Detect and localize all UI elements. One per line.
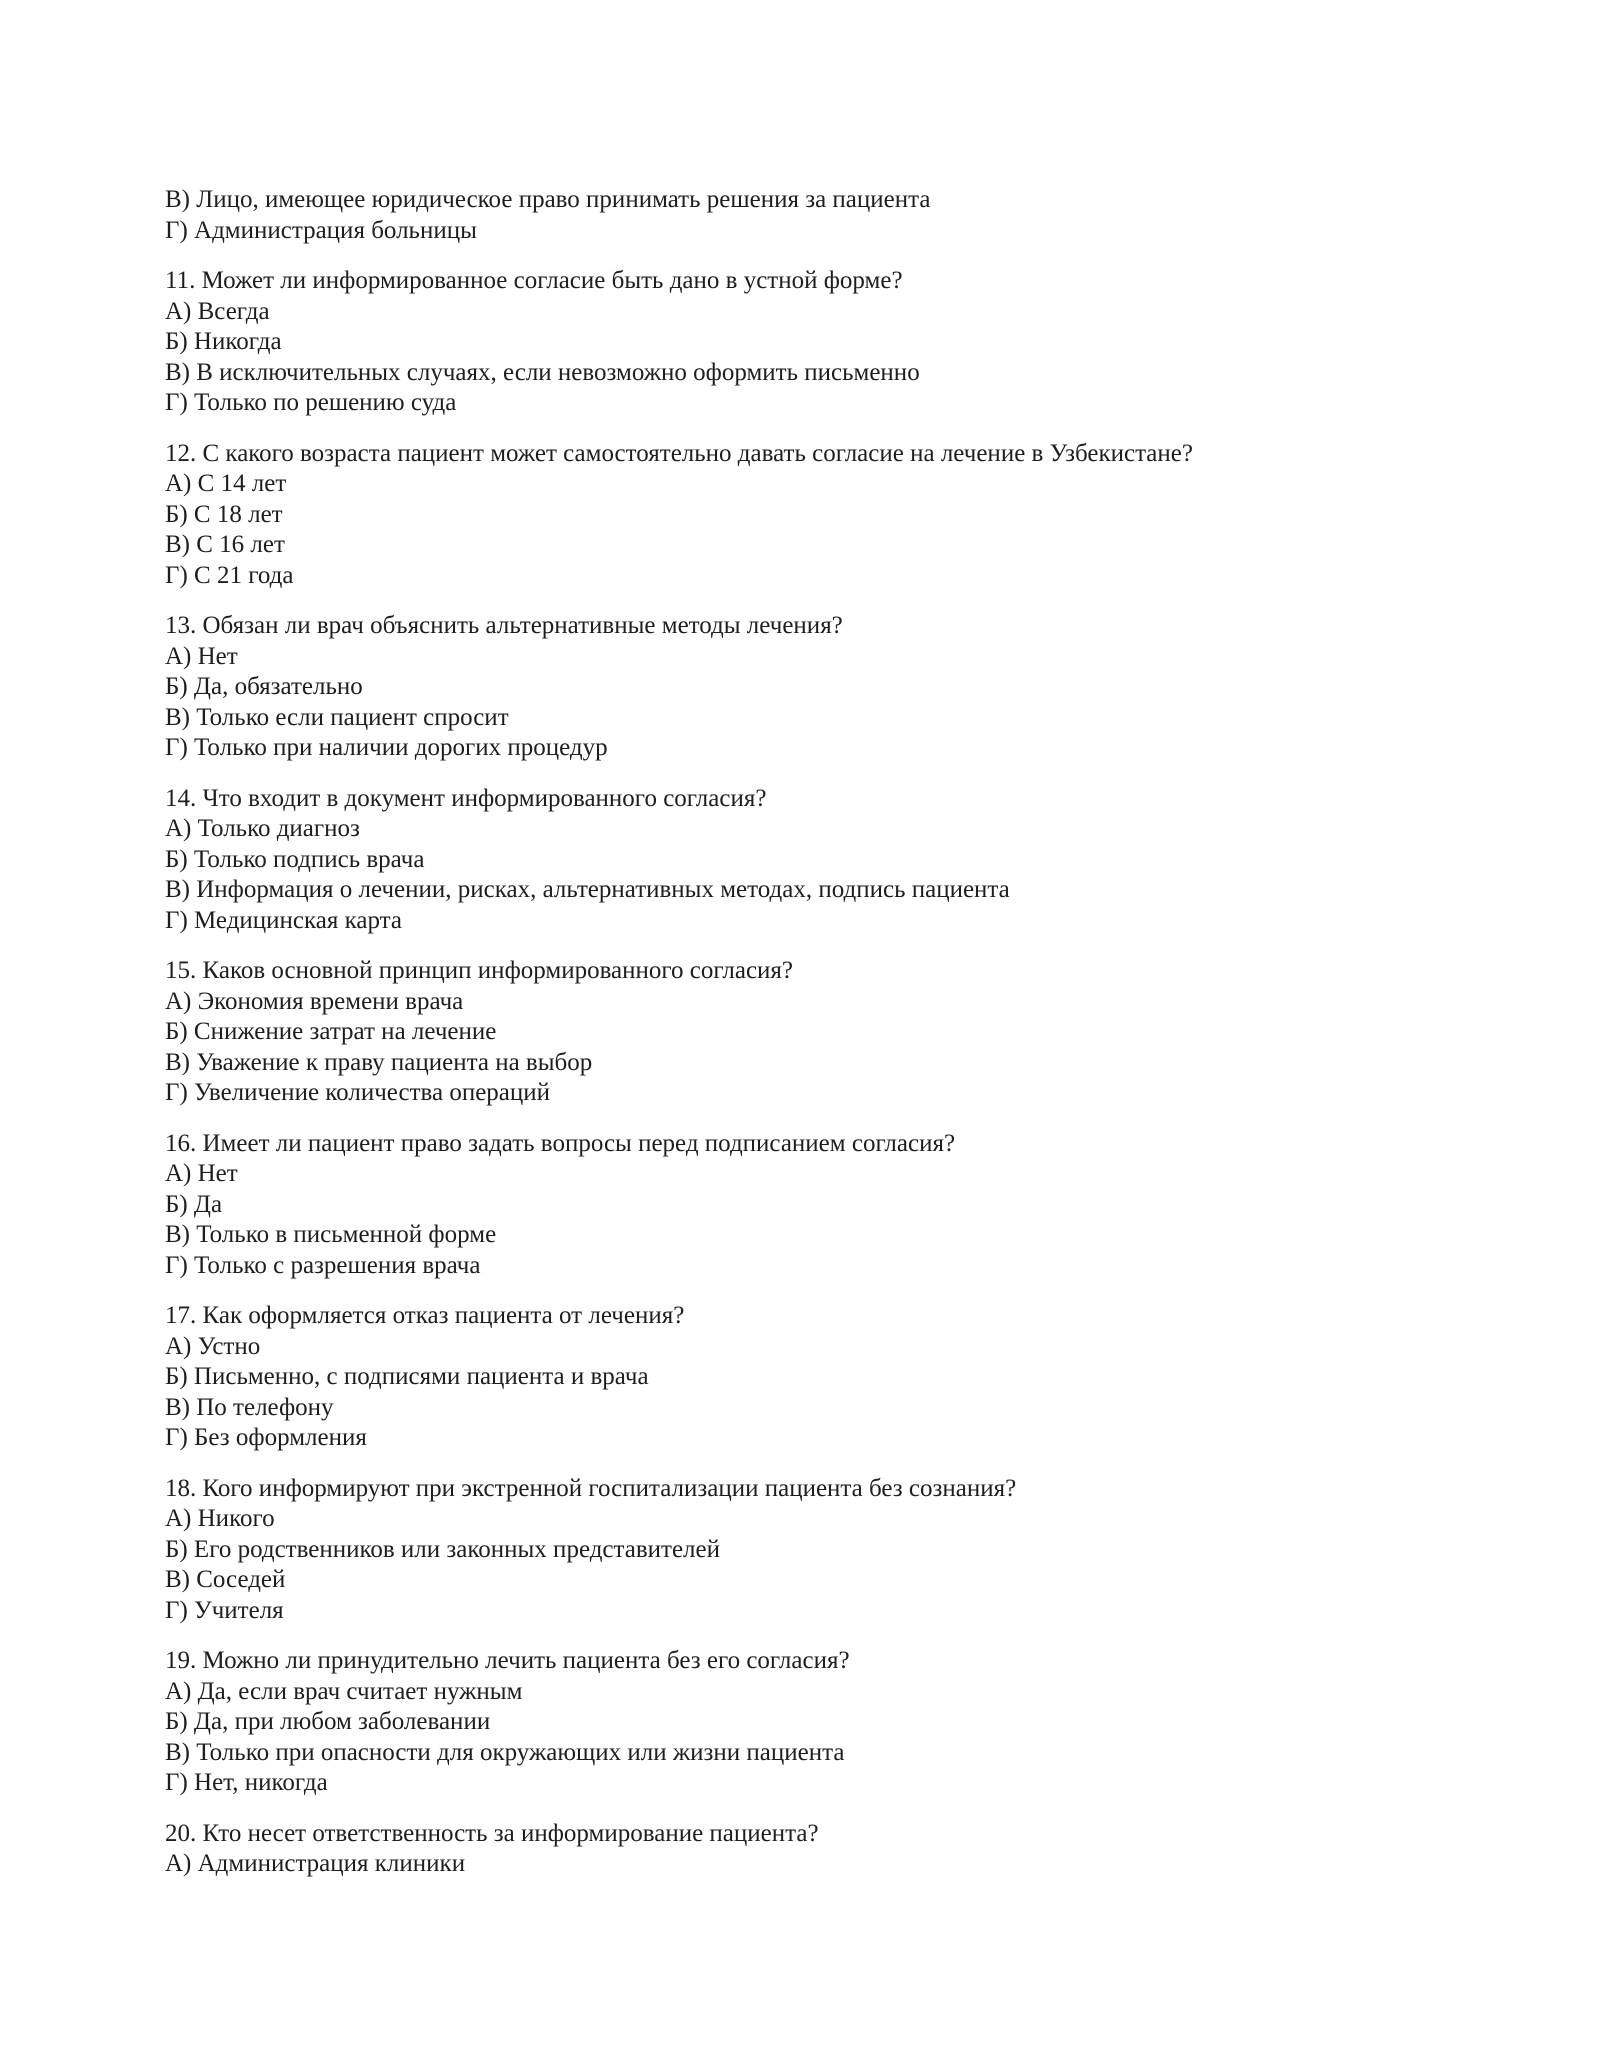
answer-option: Б) Его родственников или законных представителей — [165, 1535, 721, 1563]
answer-option: А) Администрация клиники — [165, 1850, 466, 1877]
answer-option: В) Уважение к праву пациента на выбор — [165, 1048, 593, 1076]
answer-option: Б) Да, обязательно — [165, 673, 363, 700]
answer-option: А) Нет — [165, 642, 238, 670]
question-text: 13. Обязан ли врач объяснить альтернативные методы лечения? — [165, 612, 843, 639]
answer-option: Б) Письменно, с подписями пациента и врача — [165, 1363, 649, 1390]
answer-option: А) Нет — [165, 1160, 238, 1187]
answer-option: В) Информация о лечении, рисках, альтернативных методах, подпись пациента — [165, 876, 1010, 903]
question-block-15 — [165, 956, 1465, 1109]
answer-option: А) С 14 лет — [165, 470, 287, 497]
answer-option: Б) Только подпись врача — [165, 845, 425, 873]
answer-option: Г) Без оформления — [165, 1424, 367, 1451]
answer-option: Г) Администрация больницы — [165, 216, 477, 244]
question-block-14 — [165, 784, 1465, 937]
answer-option: Г) Учителя — [165, 1596, 284, 1624]
answer-option: В) Соседей — [165, 1566, 286, 1593]
answer-option: Г) Нет, никогда — [165, 1769, 328, 1796]
question-text: 14. Что входит в документ информированного согласия? — [165, 784, 767, 812]
question-block-17 — [165, 1301, 1465, 1454]
answer-option: Г) Увеличение количества операций — [165, 1079, 551, 1106]
answer-option: В) По телефону — [165, 1393, 334, 1421]
answer-option: Г) С 21 года — [165, 561, 294, 589]
question-block-20 — [165, 1819, 1465, 1880]
question-block-19 — [165, 1646, 1465, 1799]
answer-option: А) Экономия времени врача — [165, 987, 464, 1015]
answer-option: А) Всегда — [165, 297, 270, 325]
answer-option: Г) Только при наличии дорогих процедур — [165, 734, 608, 761]
question-text: 15. Каков основной принцип информированного согласия? — [165, 957, 794, 984]
answer-option: А) Да, если врач считает нужным — [165, 1677, 523, 1705]
question-block-11 — [165, 266, 1465, 419]
answer-option: В) В исключительных случаях, если невозможно оформить письменно — [165, 358, 920, 386]
question-block-12 — [165, 439, 1465, 592]
answer-option: А) Никого — [165, 1505, 275, 1532]
question-text: 11. Может ли информированное согласие быть дано в устной форме? — [165, 267, 903, 294]
answer-option: Б) Да, при любом заболевании — [165, 1708, 491, 1735]
answer-option: Г) Только с разрешения врача — [165, 1251, 481, 1279]
answer-option: А) Только диагноз — [165, 815, 360, 842]
continuation-block — [165, 185, 1465, 246]
document-content — [165, 185, 1465, 1900]
answer-option: Г) Только по решению суда — [165, 389, 457, 416]
question-text: 20. Кто несет ответственность за информирование пациента? — [165, 1819, 819, 1847]
question-block-18 — [165, 1474, 1465, 1627]
answer-option: А) Устно — [165, 1332, 261, 1360]
answer-option: В) Лицо, имеющее юридическое право принимать решения за пациента — [165, 186, 931, 213]
answer-option: Б) С 18 лет — [165, 500, 283, 528]
answer-option: Б) Никогда — [165, 328, 282, 355]
question-text: 16. Имеет ли пациент право задать вопросы перед подписанием согласия? — [165, 1129, 956, 1157]
answer-option: Г) Медицинская карта — [165, 906, 402, 934]
answer-option: В) Только при опасности для окружающих или жизни пациента — [165, 1738, 845, 1766]
question-text: 19. Можно ли принудительно лечить пациента без его согласия? — [165, 1647, 850, 1674]
question-block-13 — [165, 611, 1465, 764]
question-text: 17. Как оформляется отказ пациента от лечения? — [165, 1302, 685, 1329]
question-block-16 — [165, 1129, 1465, 1282]
answer-option: Б) Снижение затрат на лечение — [165, 1018, 497, 1045]
answer-option: В) Только в письменной форме — [165, 1221, 497, 1248]
answer-option: Б) Да — [165, 1190, 223, 1218]
question-text: 12. С какого возраста пациент может самостоятельно давать согласие на лечение в Узбекистане? — [165, 439, 1193, 467]
answer-option: В) Только если пациент спросит — [165, 703, 509, 731]
question-text: 18. Кого информируют при экстренной госпитализации пациента без сознания? — [165, 1474, 1017, 1502]
answer-option: В) С 16 лет — [165, 531, 285, 558]
